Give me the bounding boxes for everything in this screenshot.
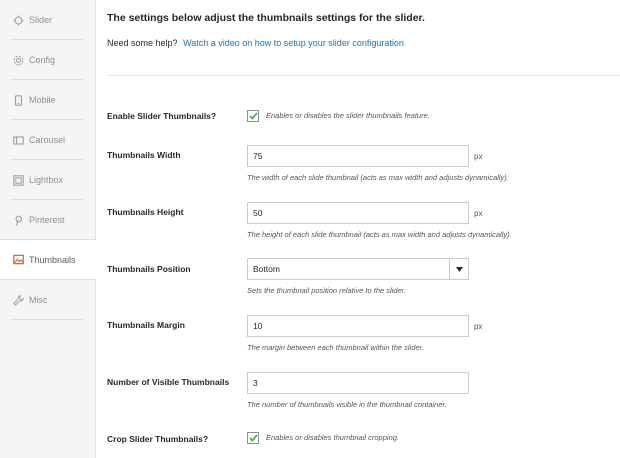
thumbnails-margin-input[interactable]: 10: [247, 315, 469, 337]
slider-icon: [12, 14, 24, 26]
px-unit: px: [474, 152, 483, 161]
crop-thumbnails-description: Enables or disables thumbnail cropping.: [266, 433, 399, 442]
sidebar-item-label: Carousel: [29, 135, 66, 145]
sidebar-item-label: Lightbox: [29, 175, 64, 185]
visible-thumbnails-description: The number of thumbnails visible in the thumbnail container.: [247, 400, 447, 409]
thumbnails-position-select[interactable]: [247, 258, 469, 280]
thumbnails-width-description: The width of each slide thumbnail (acts as max width and adjusts dynamically).: [247, 173, 509, 182]
thumbnails-width-label: Thumbnails Width: [107, 150, 181, 160]
settings-sidebar: [0, 0, 96, 458]
pinterest-icon: [12, 214, 24, 226]
help-text: [107, 38, 404, 48]
wrench-icon: [12, 294, 24, 306]
thumbnails-width-input[interactable]: 75: [247, 145, 469, 167]
selected-value: Bottom: [253, 264, 280, 274]
sidebar-item-label: Misc: [29, 295, 48, 305]
crop-thumbnails-label: Crop Slider Thumbnails?: [107, 434, 209, 444]
enable-thumbnails-description: Enables or disables the slider thumbnails feature.: [266, 111, 430, 120]
thumbnails-icon: [12, 254, 24, 266]
sidebar-item-label: Mobile: [29, 95, 56, 105]
sidebar-item-slider[interactable]: [0, 0, 95, 40]
checkmark-icon: [249, 434, 258, 442]
carousel-icon: [12, 134, 24, 146]
sidebar-item-label: Slider: [29, 15, 53, 25]
visible-thumbnails-label: Number of Visible Thumbnails: [107, 377, 230, 387]
checkmark-icon: [249, 112, 258, 120]
sidebar-item-label: Config: [29, 55, 56, 65]
sidebar-item-label: Thumbnails: [29, 254, 76, 265]
enable-thumbnails-checkbox[interactable]: [247, 110, 259, 122]
sidebar-item-config[interactable]: [0, 40, 95, 80]
sidebar-item-label: Pinterest: [29, 215, 65, 225]
thumbnails-height-description: The height of each slide thumbnail (acts as max width and adjusts dynamically).: [247, 230, 512, 239]
dropdown-arrow-icon: [449, 259, 468, 279]
thumbnails-position-description: Sets the thumbnail position relative to the slider.: [247, 286, 406, 295]
help-prefix: Need some help?: [107, 38, 178, 48]
thumbnails-margin-description: The margin between each thumbnail within the slider.: [247, 343, 424, 352]
lightbox-icon: [12, 174, 24, 186]
crop-thumbnails-checkbox[interactable]: [247, 432, 259, 444]
sidebar-item-misc[interactable]: [0, 280, 95, 320]
thumbnails-margin-label: Thumbnails Margin: [107, 320, 185, 330]
px-unit: px: [474, 209, 483, 218]
gear-icon: [12, 54, 24, 66]
thumbnails-position-label: Thumbnails Position: [107, 264, 191, 274]
thumbnails-height-input[interactable]: 50: [247, 202, 469, 224]
divider: [107, 75, 620, 76]
sidebar-item-mobile[interactable]: [0, 80, 95, 120]
sidebar-item-carousel[interactable]: [0, 120, 95, 160]
sidebar-item-thumbnails[interactable]: [0, 239, 96, 280]
visible-thumbnails-input[interactable]: 3: [247, 372, 469, 394]
sidebar-item-pinterest[interactable]: [0, 200, 95, 240]
enable-thumbnails-label: Enable Slider Thumbnails?: [107, 111, 217, 121]
page-title: The settings below adjust the thumbnails settings for the slider.: [107, 12, 425, 24]
mobile-icon: [12, 94, 24, 106]
px-unit: px: [474, 322, 483, 331]
help-video-link[interactable]: Watch a video on how to setup your slider configuration: [183, 38, 404, 48]
thumbnails-height-label: Thumbnails Height: [107, 207, 184, 217]
sidebar-item-lightbox[interactable]: [0, 160, 95, 200]
